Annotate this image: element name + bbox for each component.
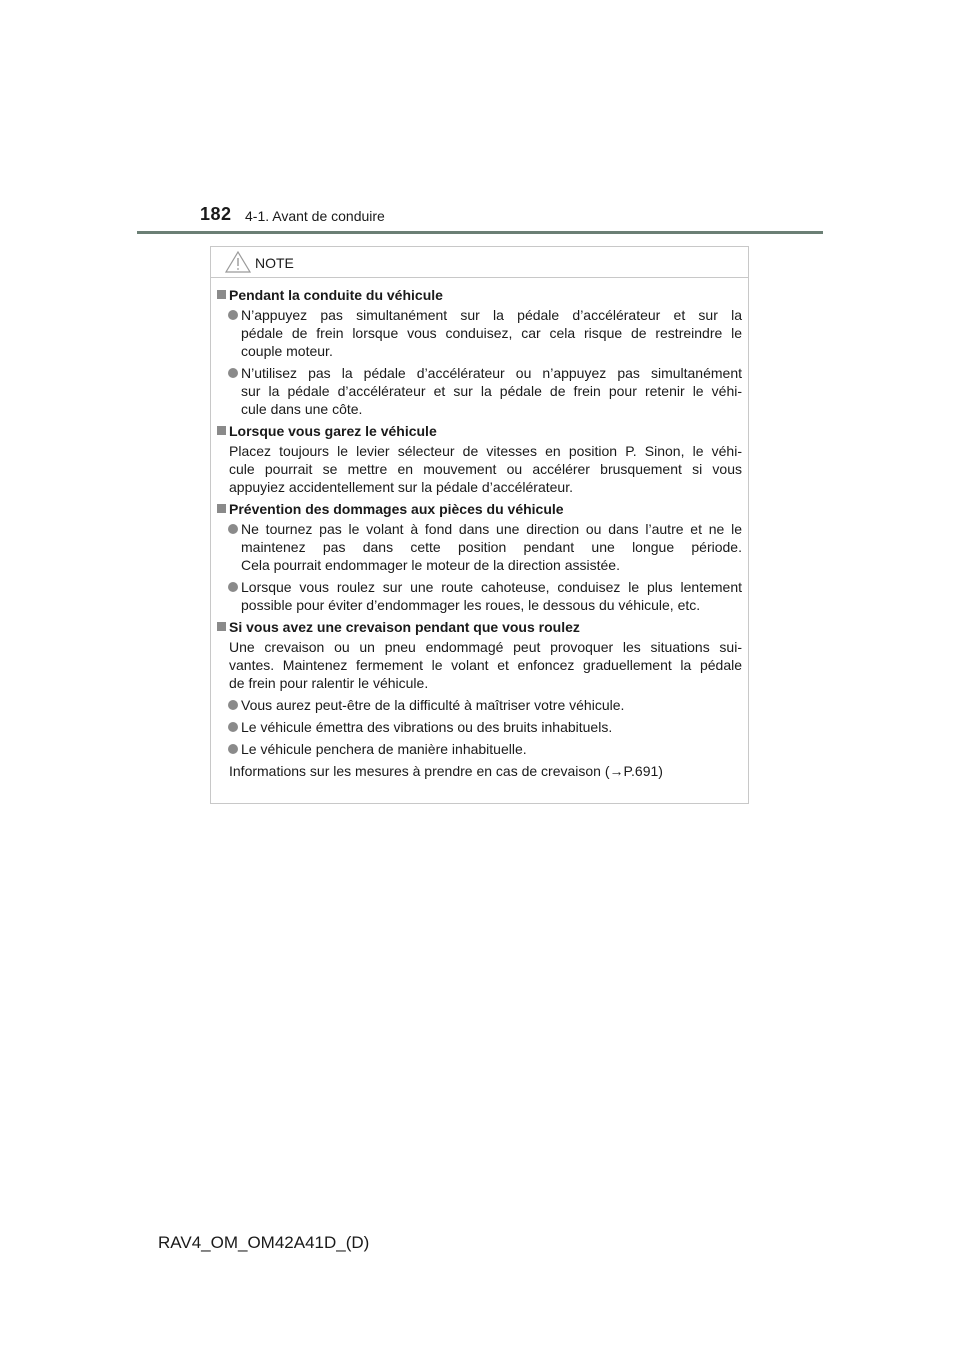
- paragraph: [217, 638, 742, 692]
- page-header: [0, 0, 960, 240]
- bullet-item: [217, 696, 742, 714]
- text-line: cule pourrait se mettre en mouvement ou accélérer brusquement si vous: [229, 461, 742, 477]
- note-section-heading-text: Si vous avez une crevaison pendant que vous roulez: [229, 619, 580, 635]
- note-section-heading: [217, 286, 742, 304]
- text-line: vantes. Maintenez fermement le volant et enfoncez graduellement la pédale: [229, 657, 742, 673]
- text-line: Le véhicule émettra des vibrations ou des bruits inhabituels.: [241, 719, 613, 735]
- note-box: [210, 246, 749, 804]
- bullet-item: [217, 306, 742, 360]
- text-line: sur la pédale d’accélérateur et sur la pédale de frein pour retenir le véhi-: [241, 383, 742, 399]
- round-bullet-icon: [228, 700, 238, 710]
- text-line: Placez toujours le levier sélecteur de vitesses en position P. Sinon, le véhi-: [229, 443, 742, 459]
- page-number: 182: [200, 204, 232, 224]
- square-bullet-icon: [217, 426, 226, 435]
- round-bullet-icon: [228, 744, 238, 754]
- text-line: N’appuyez pas simultanément sur la pédale d’accélérateur et sur la: [241, 307, 742, 323]
- round-bullet-icon: [228, 310, 238, 320]
- paragraph: [217, 442, 742, 496]
- text-line: possible pour éviter d’endommager les roues, le dessous du véhicule, etc.: [241, 597, 701, 613]
- square-bullet-icon: [217, 290, 226, 299]
- round-bullet-icon: [228, 582, 238, 592]
- bullet-item: [217, 578, 742, 614]
- text-line: de frein pour ralentir le véhicule.: [229, 675, 429, 691]
- square-bullet-icon: [217, 504, 226, 513]
- bullet-item: [217, 520, 742, 574]
- round-bullet-icon: [228, 524, 238, 534]
- note-section-heading-text: Pendant la conduite du véhicule: [229, 287, 443, 303]
- note-label: NOTE: [255, 255, 294, 271]
- text-line: Cela pourrait endommager le moteur de la direction assistée.: [241, 557, 620, 573]
- round-bullet-icon: [228, 722, 238, 732]
- paragraph: [217, 762, 742, 780]
- text-line: Vous aurez peut-être de la difficulté à maîtriser votre véhicule.: [241, 697, 625, 713]
- warning-triangle-icon: [225, 251, 251, 273]
- square-bullet-icon: [217, 622, 226, 631]
- note-section-heading: [217, 422, 742, 440]
- bullet-item: [217, 364, 742, 418]
- text-line: maintenez pas dans cette position pendant une longue période.: [241, 539, 742, 555]
- text-line: pédale de frein lorsque vous conduisez, car cela risque de restreindre le: [241, 325, 742, 341]
- header-rule: [137, 231, 823, 234]
- note-section-heading: [217, 500, 742, 518]
- text-line: appuyiez accidentellement sur la pédale d’accélérateur.: [229, 479, 573, 495]
- text-line: Le véhicule penchera de manière inhabituelle.: [241, 741, 527, 757]
- section-title: 4-1. Avant de conduire: [245, 208, 385, 224]
- bullet-item: [217, 718, 742, 736]
- text-line: N’utilisez pas la pédale d’accélérateur ou n’appuyez pas simultanément: [241, 365, 742, 381]
- note-header: [211, 247, 748, 278]
- document-code: RAV4_OM_OM42A41D_(D): [158, 1233, 370, 1252]
- text-line: Une crevaison ou un pneu endommagé peut provoquer les situations sui-: [229, 639, 742, 655]
- bullet-item: [217, 740, 742, 758]
- note-section-heading: [217, 618, 742, 636]
- text-line: cule dans une côte.: [241, 401, 363, 417]
- text-line: couple moteur.: [241, 343, 333, 359]
- note-section-heading-text: Prévention des dommages aux pièces du véhicule: [229, 501, 564, 517]
- note-body: [211, 278, 748, 780]
- round-bullet-icon: [228, 368, 238, 378]
- text-line: Ne tournez pas le volant à fond dans une direction ou dans l’autre et ne le: [241, 521, 742, 537]
- text-line: Informations sur les mesures à prendre en cas de crevaison (→P.691): [229, 763, 663, 779]
- text-line: Lorsque vous roulez sur une route cahoteuse, conduisez le plus lentement: [241, 579, 742, 595]
- note-section-heading-text: Lorsque vous garez le véhicule: [229, 423, 437, 439]
